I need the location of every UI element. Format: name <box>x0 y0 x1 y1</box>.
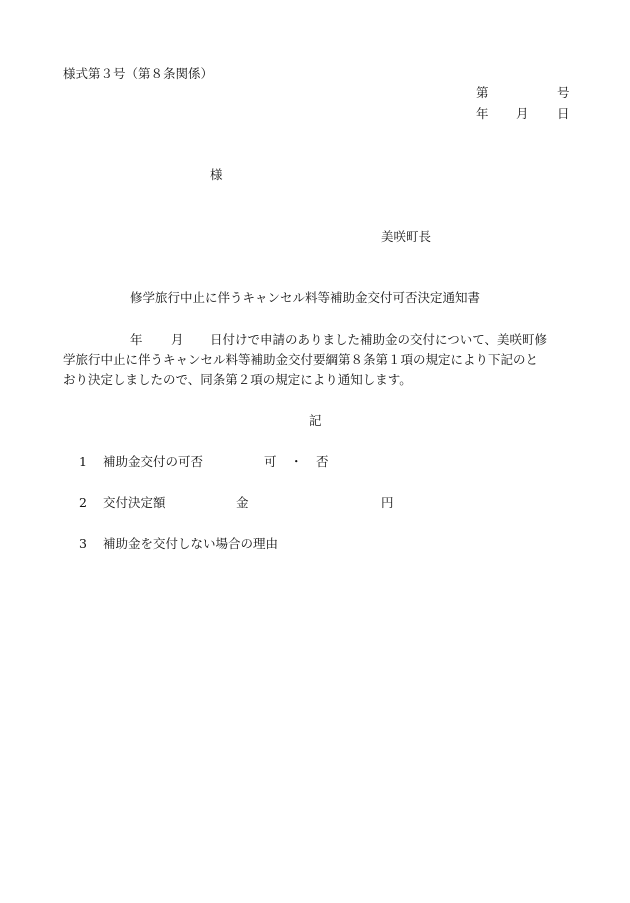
body-year: 年 <box>130 332 143 347</box>
item-3-number: 3 <box>79 536 87 551</box>
ki-heading: 記 <box>309 413 322 428</box>
item-1-option-yes: 可 <box>264 454 277 469</box>
item-1-separator: ・ <box>290 454 303 469</box>
date-day: 日 <box>557 106 570 121</box>
body-line-1: 日付けで申請のありました補助金の交付について、美咲町修 <box>210 332 548 347</box>
document-title: 修学旅行中止に伴うキャンセル料等補助金交付可否決定通知書 <box>130 290 481 305</box>
item-1-option-no: 否 <box>316 454 329 469</box>
ref-number-suffix: 号 <box>557 85 570 100</box>
item-1-label: 補助金交付の可否 <box>103 454 204 469</box>
item-2-number: 2 <box>79 495 87 510</box>
body-month: 月 <box>171 332 184 347</box>
date-month: 月 <box>516 106 529 121</box>
ref-number-prefix: 第 <box>476 85 489 100</box>
sender: 美咲町長 <box>381 229 432 244</box>
date-year: 年 <box>476 106 489 121</box>
form-label: 様式第３号（第８条関係） <box>63 66 214 81</box>
recipient-suffix: 様 <box>210 167 223 182</box>
body-line-3: おり決定しましたので、同条第２項の規定により通知します。 <box>63 372 412 387</box>
item-3-label: 補助金を交付しない場合の理由 <box>103 536 279 551</box>
item-2-kin: 金 <box>236 495 249 510</box>
body-line-2: 学旅行中止に伴うキャンセル料等補助金交付要綱第８条第１項の規定により下記のと <box>63 352 539 367</box>
item-2-yen: 円 <box>381 495 394 510</box>
item-2-label: 交付決定額 <box>103 495 166 510</box>
item-1-number: 1 <box>79 454 87 469</box>
